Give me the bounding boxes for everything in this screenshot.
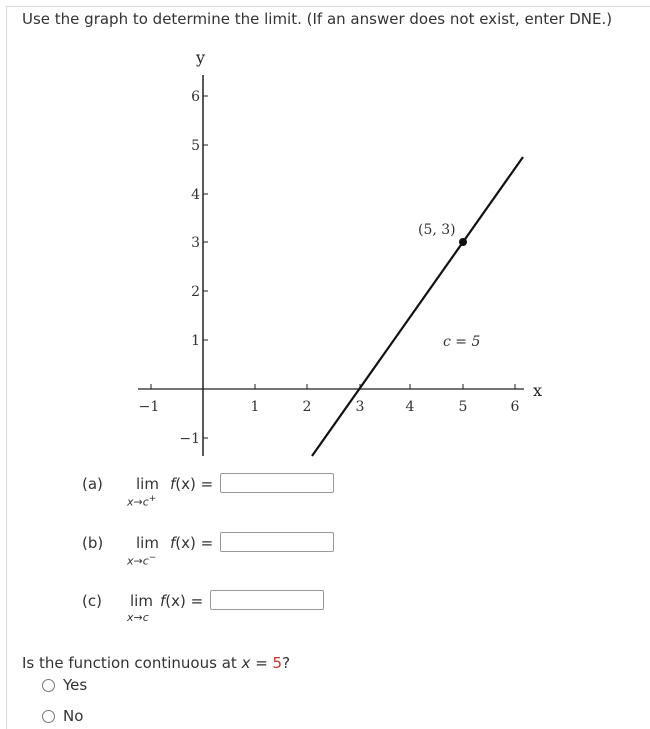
lim-subscript xyxy=(127,494,156,509)
answer-input-a[interactable] xyxy=(220,473,334,493)
radio-button-yes[interactable] xyxy=(42,679,55,692)
question-value: 5 xyxy=(272,654,283,672)
part-label: (c) xyxy=(82,592,102,610)
y-tick-label: 5 xyxy=(191,138,200,154)
question-equals: = xyxy=(250,654,273,672)
question-text: Is the function continuous at xyxy=(22,654,242,672)
y-axis-label: y xyxy=(196,48,206,67)
x-axis-label: x xyxy=(533,381,543,400)
answer-input-c[interactable] xyxy=(210,590,324,610)
part-label: (a) xyxy=(82,475,103,493)
lim-approach: x→c xyxy=(127,495,149,509)
point-marker xyxy=(459,238,467,246)
x-tick-label: 6 xyxy=(510,399,520,415)
prompt-text: Use the graph to determine the limit. (If an answer does not exist, enter DNE.) xyxy=(22,10,613,28)
question-variable: x xyxy=(241,654,251,672)
lim-approach: x→c xyxy=(127,611,149,624)
function-expr xyxy=(170,475,213,493)
lim-text: lim xyxy=(136,534,159,552)
option-no[interactable] xyxy=(42,707,83,725)
lim-direction: − xyxy=(148,553,157,563)
y-tick-label: 4 xyxy=(191,187,200,203)
lim-approach: x→c xyxy=(127,554,149,568)
fx-arg: (x) = xyxy=(175,475,214,493)
x-tick-label: −1 xyxy=(138,399,160,415)
function-expr xyxy=(170,534,213,552)
lim-subscript xyxy=(127,553,156,568)
x-tick-label: 3 xyxy=(355,399,365,415)
option-yes[interactable] xyxy=(42,676,87,694)
function-expr xyxy=(160,592,203,610)
x-tick-label: 4 xyxy=(405,399,415,415)
x-tick-label: 1 xyxy=(250,399,260,415)
x-ticks xyxy=(151,384,515,389)
y-tick-label: 3 xyxy=(191,235,200,251)
lim-text: lim xyxy=(130,592,153,610)
point-label: (5, 3) xyxy=(418,222,456,238)
option-label: Yes xyxy=(63,676,88,694)
fx-name: f xyxy=(160,592,166,610)
c-label: c = 5 xyxy=(443,334,481,350)
lim-direction: + xyxy=(148,494,157,504)
question-mark: ? xyxy=(282,654,291,672)
radio-button-no[interactable] xyxy=(42,710,55,723)
y-tick-label: 2 xyxy=(191,284,200,300)
lim-text: lim xyxy=(136,475,159,493)
continuity-question xyxy=(22,654,290,672)
fx-arg: (x) = xyxy=(165,592,204,610)
x-tick-label: 5 xyxy=(458,399,468,415)
y-tick-label: −1 xyxy=(179,431,200,447)
y-tick-label: 1 xyxy=(191,333,200,349)
option-label: No xyxy=(63,707,84,725)
function-line xyxy=(312,157,523,456)
lim-subscript xyxy=(127,611,149,624)
fx-arg: (x) = xyxy=(175,534,214,552)
answer-input-b[interactable] xyxy=(220,532,334,552)
y-tick-label: 6 xyxy=(191,89,200,105)
part-label: (b) xyxy=(82,534,104,552)
fx-name: f xyxy=(170,475,176,493)
fx-name: f xyxy=(170,534,176,552)
x-tick-label: 2 xyxy=(302,399,312,415)
